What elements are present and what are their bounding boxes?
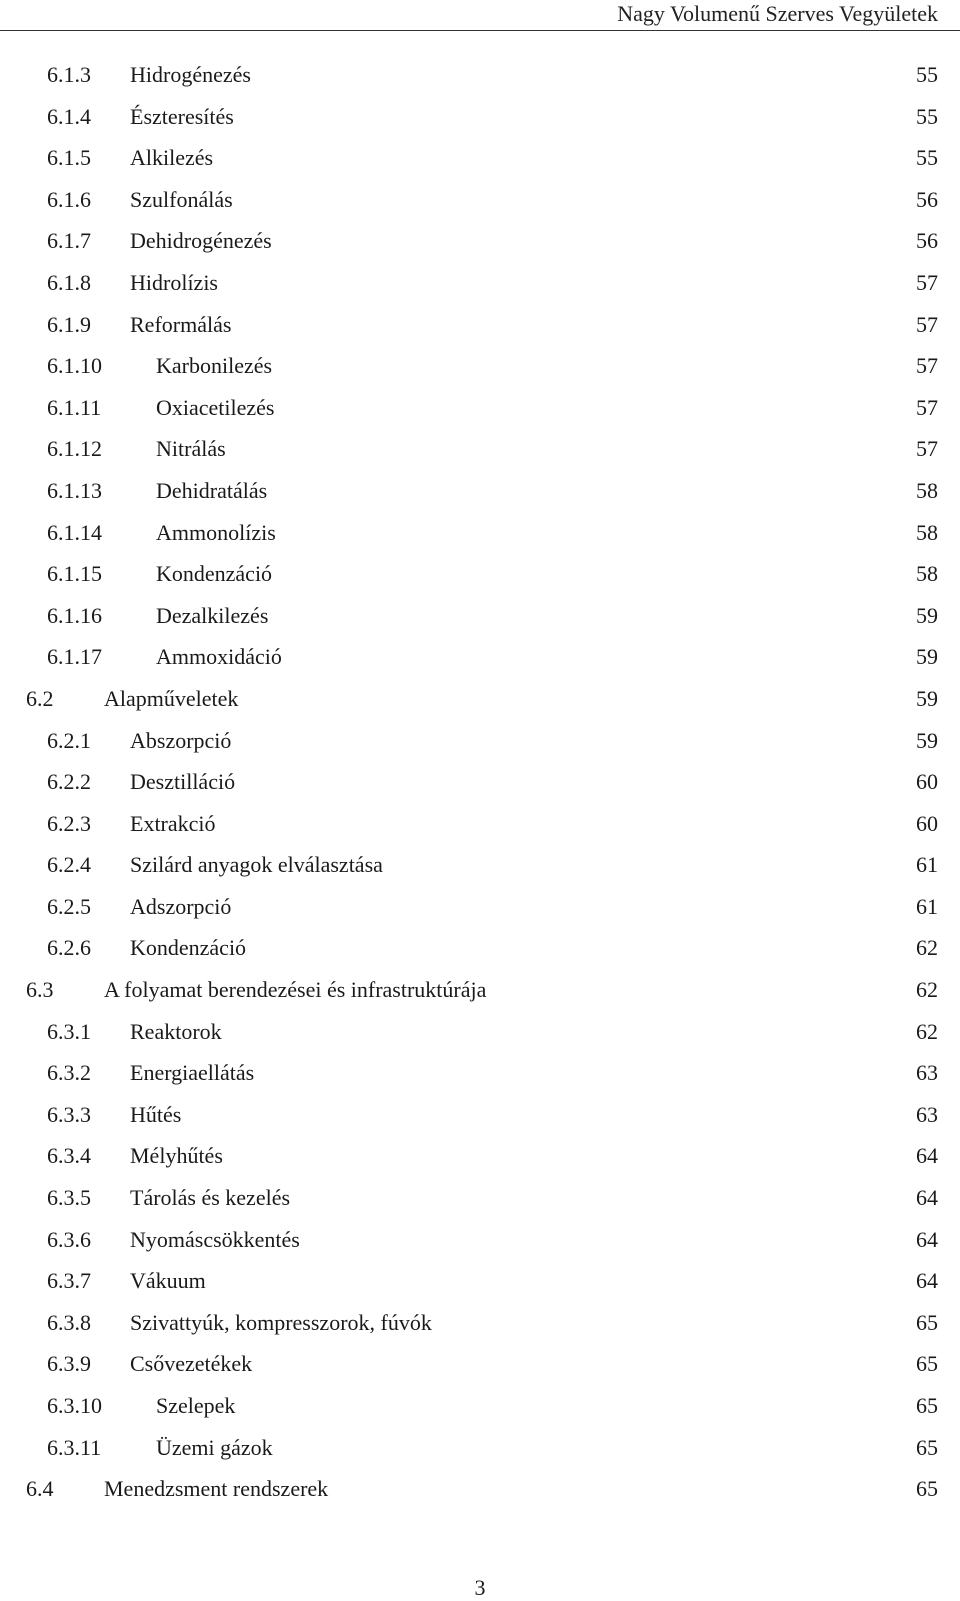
toc-entry-number: 6.3.11	[47, 1434, 102, 1460]
running-header-title: Nagy Volumenű Szerves Vegyületek	[617, 1, 938, 26]
toc-entry-page: 65	[916, 1434, 938, 1460]
running-header	[0, 0, 960, 31]
toc-entry[interactable]	[0, 96, 960, 138]
toc-entry-title: Hidrogénezés	[130, 62, 251, 87]
toc-entry-page: 64	[916, 1226, 938, 1252]
toc-entry[interactable]	[0, 761, 960, 803]
toc-entry[interactable]	[0, 1135, 960, 1177]
toc-entry-title: Ammoxidáció	[156, 644, 282, 670]
toc-entry[interactable]	[0, 1302, 960, 1344]
toc-entry-title: Hidrolízis	[130, 269, 218, 295]
toc-entry-title: Reaktorok	[130, 1018, 222, 1044]
toc-entry-title: Csővezetékek	[130, 1351, 253, 1377]
toc-entry[interactable]	[0, 720, 960, 762]
toc-entry-page: 57	[916, 269, 938, 295]
toc-entry-page: 59	[916, 727, 938, 753]
toc-entry-page: 60	[916, 769, 938, 795]
toc-entry-number: 6.1.16	[47, 602, 102, 628]
toc-entry-page: 64	[916, 1143, 938, 1169]
toc-entry-number: 6.1.15	[47, 561, 102, 587]
toc-entry[interactable]	[0, 304, 960, 346]
toc-entry-title: Hűtés	[130, 1101, 182, 1127]
toc-entry-title: Üzemi gázok	[156, 1434, 273, 1460]
toc-entry[interactable]	[0, 886, 960, 928]
toc-entry-number: 6.1.4	[47, 103, 91, 129]
toc-entry-number: 6.3	[26, 977, 54, 1003]
toc-entry[interactable]	[0, 428, 960, 470]
toc-entry-page: 55	[916, 145, 938, 171]
toc-entry-number: 6.3.4	[47, 1143, 91, 1169]
toc-entry-title: Adszorpció	[130, 893, 232, 919]
toc-entry-page: 62	[916, 1018, 938, 1044]
toc-entry-page: 56	[916, 186, 938, 212]
toc-entry-page: 57	[916, 353, 938, 379]
toc-entry-number: 6.2.1	[47, 727, 91, 753]
toc-entry-page: 59	[916, 644, 938, 670]
toc-entry-title: Vákuum	[130, 1268, 206, 1294]
toc-entry-number: 6.2.3	[47, 810, 91, 836]
toc-entry-page: 55	[916, 62, 938, 87]
table-of-contents	[0, 54, 960, 1510]
toc-entry-number: 6.3.7	[47, 1268, 91, 1294]
toc-entry-title: Kondenzáció	[130, 935, 247, 961]
toc-entry-number: 6.1.3	[47, 62, 91, 87]
toc-entry-page: 57	[916, 311, 938, 337]
toc-entry-number: 6.3.10	[47, 1393, 102, 1418]
toc-entry[interactable]	[0, 1177, 960, 1219]
toc-entry-page: 56	[916, 228, 938, 254]
toc-entry-title: Szelepek	[156, 1393, 236, 1418]
toc-entry[interactable]	[0, 1260, 960, 1302]
toc-entry[interactable]	[0, 220, 960, 262]
toc-entry-number: 6.2.6	[47, 935, 91, 961]
toc-entry[interactable]	[0, 345, 960, 387]
toc-entry-page: 59	[916, 602, 938, 628]
toc-entry[interactable]	[0, 969, 960, 1011]
toc-entry-number: 6.1.14	[47, 519, 102, 545]
toc-entry[interactable]	[0, 1094, 960, 1136]
toc-entry[interactable]	[0, 1343, 960, 1385]
toc-entry-page: 61	[916, 852, 938, 878]
toc-entry-number: 6.1.9	[47, 311, 91, 337]
toc-entry[interactable]	[0, 844, 960, 886]
toc-entry-number: 6.3.1	[47, 1018, 91, 1044]
toc-entry-number: 6.1.7	[47, 228, 91, 254]
page-number: 3	[474, 1575, 486, 1600]
toc-entry-number: 6.4	[26, 1476, 54, 1502]
toc-entry-page: 60	[916, 810, 938, 836]
toc-entry[interactable]	[0, 387, 960, 429]
toc-entry[interactable]	[0, 470, 960, 512]
toc-entry-title: Karbonilezés	[156, 353, 273, 379]
toc-entry-title: Dehidratálás	[156, 477, 268, 503]
toc-entry[interactable]	[0, 803, 960, 845]
toc-entry-page: 58	[916, 561, 938, 587]
toc-entry-number: 6.3.3	[47, 1101, 91, 1127]
toc-entry-number: 6.1.10	[47, 353, 102, 379]
toc-entry-title: Abszorpció	[130, 727, 232, 753]
toc-entry-number: 6.3.5	[47, 1185, 91, 1211]
toc-entry-page: 64	[916, 1268, 938, 1294]
toc-entry-title: Dezalkilezés	[156, 602, 269, 628]
toc-entry[interactable]	[0, 1468, 960, 1510]
toc-entry-number: 6.2	[26, 685, 54, 711]
toc-entry[interactable]	[0, 262, 960, 304]
toc-entry-number: 6.1.13	[47, 477, 102, 503]
toc-entry-title: Szulfonálás	[130, 186, 233, 212]
toc-entry-title: Alkilezés	[130, 145, 214, 171]
toc-entry-title: A folyamat berendezései és infrastruktúrája	[104, 977, 487, 1003]
toc-entry-number: 6.3.8	[47, 1309, 91, 1335]
toc-entry-page: 64	[916, 1185, 938, 1211]
toc-entry-number: 6.3.2	[47, 1060, 91, 1086]
toc-entry-title: Szilárd anyagok elválasztása	[130, 852, 383, 878]
toc-entry[interactable]	[0, 1385, 960, 1427]
toc-entry-page: 65	[916, 1476, 938, 1502]
toc-entry-title: Ammonolízis	[156, 519, 276, 545]
toc-entry-number: 6.3.9	[47, 1351, 91, 1377]
toc-entry-page: 63	[916, 1060, 938, 1086]
toc-entry-number: 6.2.4	[47, 852, 91, 878]
toc-entry-title: Mélyhűtés	[130, 1143, 223, 1169]
toc-entry[interactable]	[0, 678, 960, 720]
toc-entry[interactable]	[0, 636, 960, 678]
toc-entry[interactable]	[0, 927, 960, 969]
toc-entry[interactable]	[0, 1427, 960, 1469]
toc-entry[interactable]	[0, 553, 960, 595]
toc-entry[interactable]	[0, 595, 960, 637]
toc-entry[interactable]	[0, 1052, 960, 1094]
toc-entry-number: 6.1.8	[47, 269, 91, 295]
toc-entry[interactable]	[0, 54, 960, 96]
toc-entry-number: 6.1.5	[47, 145, 91, 171]
toc-entry-page: 58	[916, 519, 938, 545]
toc-entry[interactable]	[0, 179, 960, 221]
toc-entry-page: 63	[916, 1101, 938, 1127]
toc-entry-title: Nyomáscsökkentés	[130, 1226, 300, 1252]
toc-entry[interactable]	[0, 1011, 960, 1053]
toc-entry-number: 6.2.5	[47, 893, 91, 919]
toc-entry-page: 58	[916, 477, 938, 503]
toc-entry-title: Oxiacetilezés	[156, 394, 275, 420]
toc-entry-number: 6.3.6	[47, 1226, 91, 1252]
toc-entry-page: 57	[916, 436, 938, 462]
toc-entry[interactable]	[0, 1219, 960, 1261]
toc-entry-page: 55	[916, 103, 938, 129]
toc-entry-title: Energiaellátás	[130, 1060, 255, 1086]
toc-entry-number: 6.2.2	[47, 769, 91, 795]
toc-entry[interactable]	[0, 512, 960, 554]
toc-entry-page: 59	[916, 685, 938, 711]
toc-entry-page: 62	[916, 977, 938, 1003]
toc-entry-title: Dehidrogénezés	[130, 228, 272, 254]
toc-entry-page: 57	[916, 394, 938, 420]
toc-entry-title: Kondenzáció	[156, 561, 273, 587]
toc-entry-number: 6.1.17	[47, 644, 102, 670]
toc-entry-title: Desztilláció	[130, 769, 236, 795]
toc-entry-page: 65	[916, 1351, 938, 1377]
toc-entry-title: Menedzsment rendszerek	[104, 1476, 329, 1502]
toc-entry-title: Nitrálás	[156, 436, 226, 462]
toc-entry-title: Alapműveletek	[104, 685, 239, 711]
toc-entry-page: 65	[916, 1393, 938, 1418]
toc-entry-number: 6.1.12	[47, 436, 102, 462]
toc-entry-page: 61	[916, 893, 938, 919]
toc-entry[interactable]	[0, 137, 960, 179]
toc-entry-title: Reformálás	[130, 311, 232, 337]
toc-entry-page: 65	[916, 1309, 938, 1335]
toc-entry-title: Tárolás és kezelés	[130, 1185, 291, 1211]
toc-entry-title: Extrakció	[130, 810, 216, 836]
toc-entry-number: 6.1.6	[47, 186, 91, 212]
toc-entry-title: Szivattyúk, kompresszorok, fúvók	[130, 1309, 432, 1335]
toc-entry-title: Észteresítés	[130, 103, 234, 129]
toc-entry-number: 6.1.11	[47, 394, 102, 420]
toc-entry-page: 62	[916, 935, 938, 961]
